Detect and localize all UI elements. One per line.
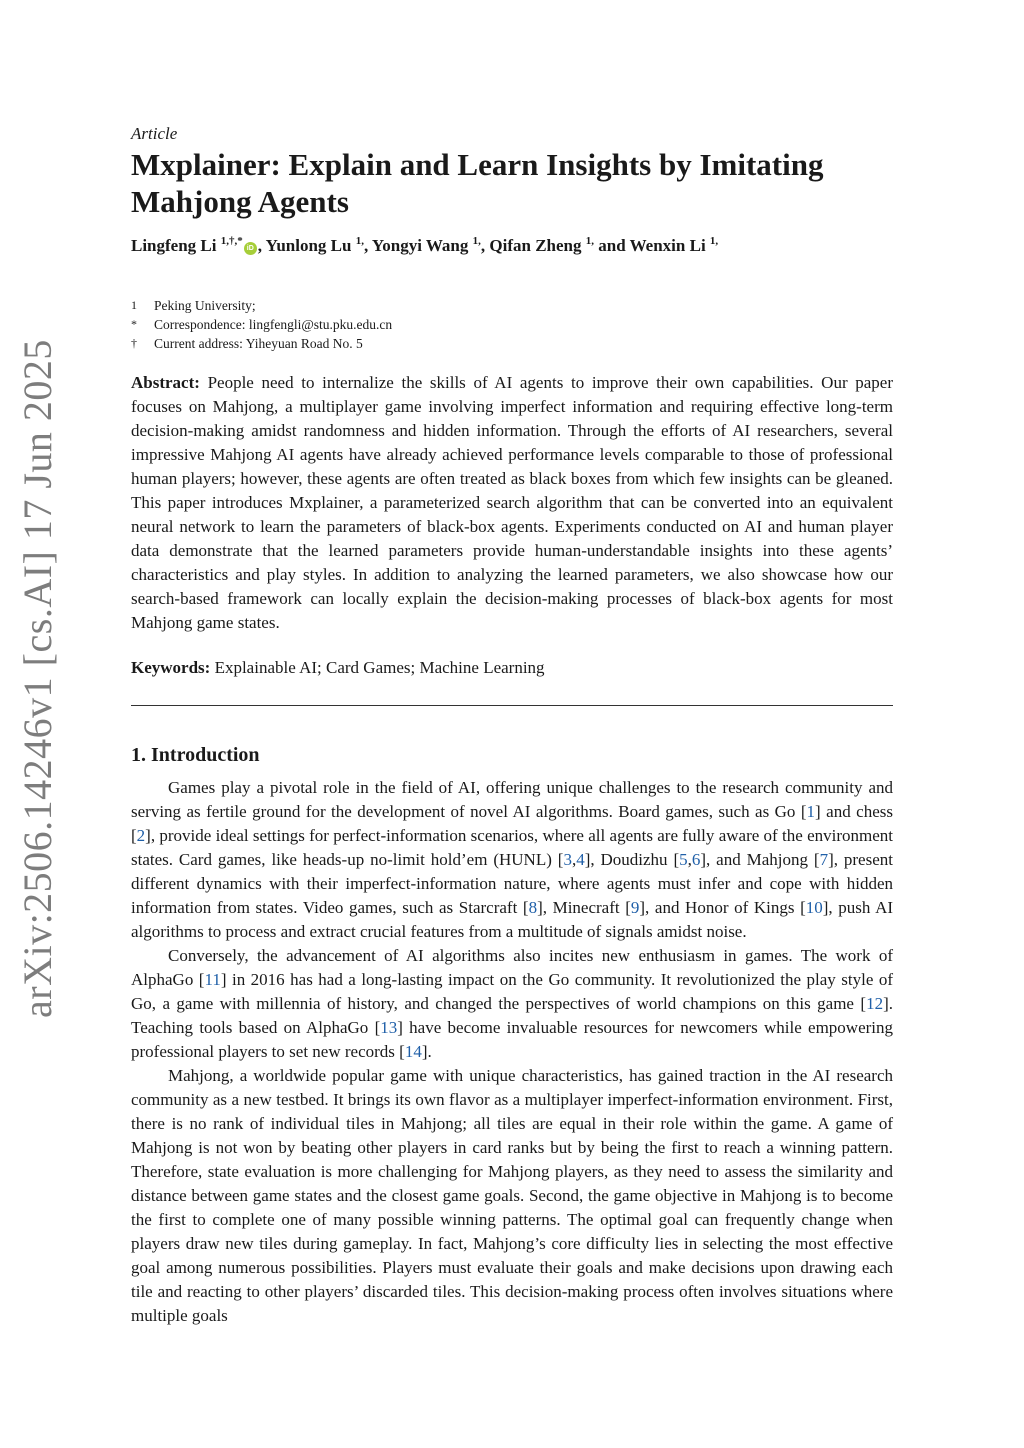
author-name: Yunlong Lu — [265, 236, 352, 255]
paragraph-text: ], and Honor of Kings [ — [639, 898, 806, 917]
arxiv-identifier: arXiv:2506.14246v1 [cs.AI] 17 Jun 2025 — [15, 339, 60, 1018]
body-paragraph — [131, 776, 893, 944]
paragraph-text: ] in 2016 has had a long-lasting impact on the Go community. It revolutionized the play style of Go, a game with millennia of history, and changed the perspectives of world champions on this game [ — [131, 970, 894, 1013]
paragraph-text: ] and chess [ — [131, 802, 893, 845]
body-paragraph — [131, 944, 893, 1064]
paragraph-text: ], and Mahjong [ — [700, 850, 820, 869]
citation-link[interactable]: 8 — [528, 898, 538, 917]
citation-link[interactable]: 12 — [866, 994, 884, 1013]
citation-link[interactable]: 3 — [563, 850, 572, 869]
abstract — [131, 371, 893, 635]
author-separator: and — [594, 236, 630, 255]
paragraph-text: Mahjong, a worldwide popular game with unique characteristics, has gained traction in the AI research community as a new testbed. It brings its own flavor as a multiplayer imperfect-information environment. First, there is no rank of individual tiles in Mahjong; all tiles are equal in their role within the game. A game of Mahjong is not won by beating other players in card ranks but by being the first to reach a winning pattern. Therefore, state evaluation is more challenging for Mahjong players, as they need to assess the similarity and distance between game states and the closest game goals. Second, the game objective in Mahjong is to become the first to complete one of many possible winning patterns. The optimal goal can frequently change when players draw new tiles during gameplay. In fact, Mahjong’s core difficulty lies in selecting the most effective goal among numerous possibilities. Players must evaluate their goals and make decisions upon drawing each tile and reacting to other players’ discarded tiles. This decision-making process often involves situations where multiple goals — [131, 1066, 893, 1325]
citation-link[interactable]: 14 — [404, 1042, 422, 1061]
citation-link[interactable]: 5 — [679, 850, 688, 869]
paper-title: Mxplainer: Explain and Learn Insights by Imitating Mahjong Agents — [131, 147, 824, 219]
orcid-icon[interactable]: iD — [244, 242, 257, 255]
affiliation-text: Correspondence: lingfengli@stu.pku.edu.cn — [154, 317, 393, 332]
author-separator: , — [363, 236, 372, 255]
affiliation-text: Current address: Yiheyuan Road No. 5 — [154, 336, 363, 351]
author-name: Qifan Zheng — [489, 236, 582, 255]
citation-link[interactable]: 7 — [819, 850, 829, 869]
affiliation-row — [131, 296, 392, 315]
author-name: Lingfeng Li — [131, 236, 217, 255]
citation-link[interactable]: 11 — [204, 970, 221, 989]
citation-link[interactable]: 2 — [136, 826, 146, 845]
author-separator: , — [480, 236, 490, 255]
citation-link[interactable]: 13 — [380, 1018, 398, 1037]
abstract-text: People need to internalize the skills of AI agents to improve their own capabilities. Our paper focuses on Mahjong, a multiplayer game involving imperfect information and requiring effective long-term decision-making amidst randomness and hidden information. Through the efforts of AI researchers, several impressive Mahjong AI agents have already achieved performance levels comparable to those of professional human players; however, these agents are often treated as black boxes from which few insights can be gleaned. This paper introduces Mxplainer, a parameterized search algorithm that can be converted into an equivalent neural network to learn the parameters of black-box agents. Experiments conducted on AI and human player data demonstrate that the learned parameters provide human-understandable insights into these agents’ characteristics and play styles. In addition to analyzing the learned parameters, we also showcase how our search-based framework can locally explain the decision-making processes of black-box agents for most Mahjong game states. — [131, 373, 893, 632]
citation-link[interactable]: 1 — [806, 802, 816, 821]
article-type: Article — [131, 124, 178, 143]
paragraph-text: ], Doudizhu [ — [584, 850, 680, 869]
author-separator: , — [257, 236, 266, 255]
paragraph-text: ]. Teaching tools based on AlphaGo [ — [131, 994, 893, 1037]
paragraph-text: ]. — [421, 1042, 432, 1061]
affiliation-mark: * — [131, 317, 137, 331]
author-affiliation-mark: 1, — [709, 235, 719, 247]
author-affiliation-mark: 1,†,* — [220, 235, 243, 247]
section-divider — [131, 705, 893, 706]
author-name: Yongyi Wang — [371, 236, 469, 255]
citation-link[interactable]: 4 — [576, 850, 585, 869]
keywords-label: Keywords: — [131, 658, 211, 677]
affiliation-mark: 1 — [131, 298, 137, 312]
body-paragraph — [131, 1064, 893, 1328]
affiliation-row — [131, 315, 392, 334]
citation-link[interactable]: 6 — [691, 850, 701, 869]
author-list — [131, 236, 718, 256]
paragraph-text: ], provide ideal settings for perfect-information scenarios, where all agents are fully aware of the environment states. Card games, like heads-up no-limit hold’em (HUNL) [ — [131, 826, 893, 869]
affiliation-text: Peking University; — [154, 298, 256, 313]
paragraph-text: ], present different dynamics with their imperfect-information nature, where agents must infer and cope with hidden information from states. Video games, such as Starcraft [ — [131, 850, 893, 917]
keywords-text: Explainable AI; Card Games; Machine Learning — [214, 658, 545, 677]
citation-link[interactable]: 9 — [630, 898, 640, 917]
paragraph-text: , — [571, 850, 577, 869]
paragraph-text: Games play a pivotal role in the field of AI, offering unique challenges to the research community and serving as fertile ground for the development of novel AI algorithms. Board games, such as Go [ — [131, 778, 893, 821]
author-name: Wenxin Li — [629, 236, 706, 255]
abstract-label: Abstract: — [131, 373, 200, 392]
author-affiliation-mark: 1, — [472, 235, 481, 247]
affiliation-mark: † — [131, 336, 137, 350]
section-heading: 1. Introduction — [131, 744, 260, 766]
paragraph-text: ], push AI algorithms to process and extract crucial features from a multitude of signals amidst noise. — [131, 898, 894, 941]
introduction-body — [131, 776, 893, 1328]
affiliation-row — [131, 334, 392, 353]
author-affiliation-mark: 1, — [585, 235, 594, 247]
paragraph-text: Conversely, the advancement of AI algorithms also incites new enthusiasm in games. The work of AlphaGo [ — [131, 946, 893, 989]
paragraph-text: ] have become invaluable resources for newcomers while empowering professional players to set new records [ — [131, 1018, 893, 1061]
citation-link[interactable]: 10 — [805, 898, 823, 917]
paragraph-text: ], Minecraft [ — [537, 898, 631, 917]
author-affiliation-mark: 1, — [355, 235, 364, 247]
affiliations — [131, 296, 392, 353]
paragraph-text: , — [687, 850, 692, 869]
keywords — [131, 656, 893, 680]
